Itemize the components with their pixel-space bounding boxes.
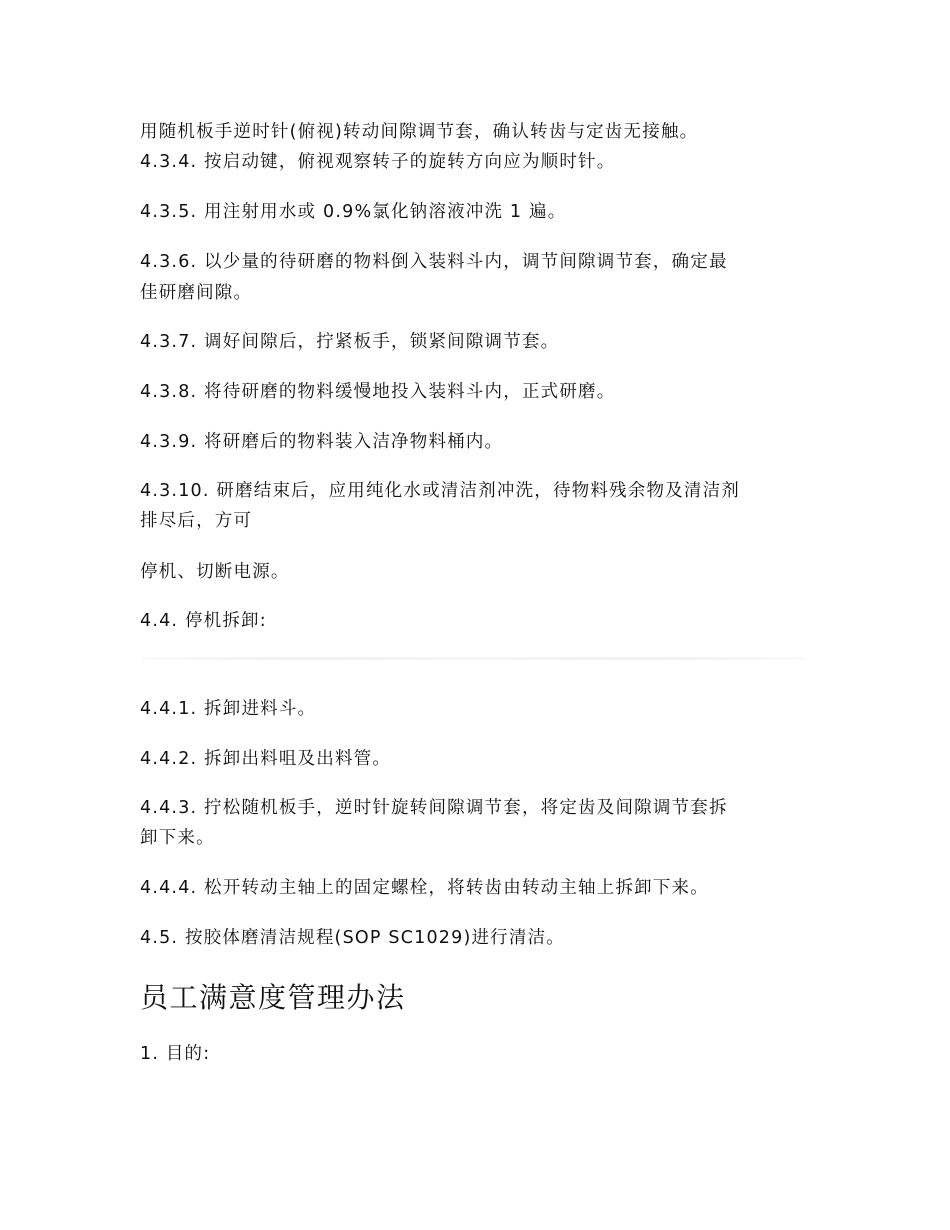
document-heading: 员工满意度管理办法 (140, 981, 406, 1014)
text-line-5: 佳研磨间隙。 (140, 283, 253, 303)
text-line-2: 4.3.4. 按启动键，俯视观察转子的旋转方向应为顺时针。 (140, 152, 616, 172)
text-line-14: 4.4.3. 拧松随机板手，逆时针旋转间隙调节套，将定齿及间隙调节套拆 (140, 798, 728, 818)
text-line-7: 4.3.8. 将待研磨的物料缓慢地投入装料斗内，正式研磨。 (140, 382, 616, 402)
text-line-9: 4.3.10. 研磨结束后，应用纯化水或清洁剂冲洗，待物料残余物及清洁剂 (140, 481, 740, 501)
faint-separator (142, 657, 804, 660)
text-line-8: 4.3.9. 将研磨后的物料装入洁净物料桶内。 (140, 432, 504, 452)
text-line-4: 4.3.6. 以少量的待研磨的物料倒入装料斗内，调节间隙调节套，确定最 (140, 252, 728, 272)
text-line-12: 4.4.1. 拆卸进料斗。 (140, 699, 317, 719)
text-line-15: 卸下来。 (140, 828, 215, 848)
text-line-16: 4.4.4. 松开转动主轴上的固定螺栓，将转齿由转动主轴上拆卸下来。 (140, 878, 709, 898)
text-line-11: 停机、切断电源。 (140, 562, 290, 582)
text-line-17: 4.5. 按胶体磨清洁规程(SOP SC1029)进行清洁。 (140, 928, 565, 948)
text-line-1: 用随机板手逆时针(俯视)转动间隙调节套，确认转齿与定齿无接触。 (140, 122, 699, 142)
text-line-13: 4.4.2. 拆卸出料咀及出料管。 (140, 749, 392, 769)
text-line-6: 4.3.7. 调好间隙后，拧紧板手，锁紧间隙调节套。 (140, 332, 560, 352)
subsection-title: 1. 目的: (140, 1044, 211, 1064)
section-4-4-heading: 4.4. 停机拆卸: (140, 611, 267, 631)
text-line-3: 4.3.5. 用注射用水或 0.9%氯化钠溶液冲洗 1 遍。 (140, 202, 567, 222)
text-line-10: 排尽后，方可 (140, 511, 253, 531)
